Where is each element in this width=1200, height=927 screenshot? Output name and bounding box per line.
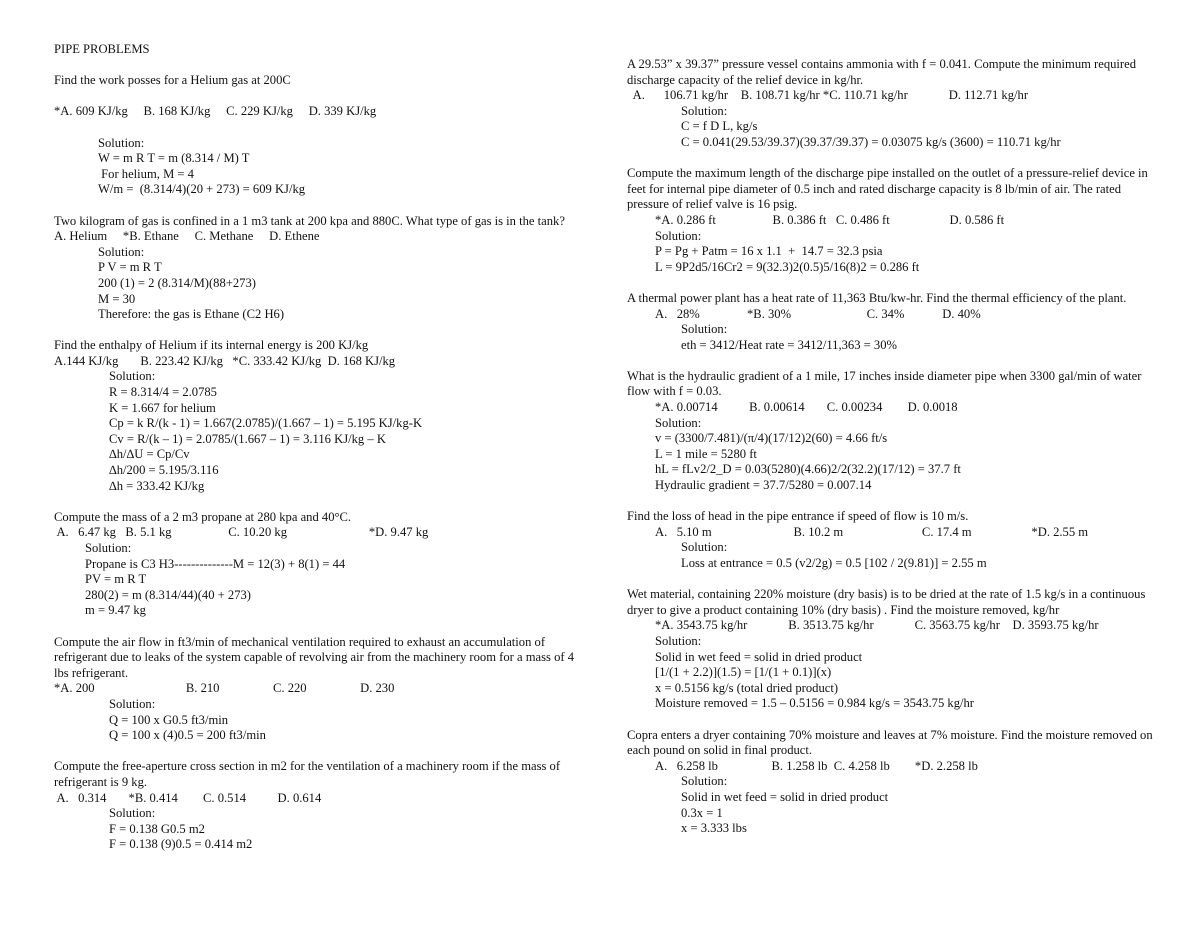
text-line: Solid in wet feed = solid in dried product [655,649,863,664]
text-line: ∆h = 333.42 KJ/kg [109,478,205,493]
text-line: F = 0.138 (9)0.5 = 0.414 m2 [109,837,253,852]
text-line: Hydraulic gradient = 37.7/5280 = 0.007.14 [655,478,872,493]
problem-text: Copra enters a dryer containing 70% moisture and leaves at 7% moisture. Find the moisture removed on each pound on solid in final product. [627,727,1153,758]
left-problem-block [54,759,574,853]
text-line: [1/(1 + 2.2)](1.5) = [1/(1 + 0.1)](x) [655,665,832,680]
right-problem-block [627,728,1157,837]
problem-text: Compute the air flow in ft3/min of mechanical ventilation required to exhaust an accumulation of refrigerant due to leaks of the system capable of revolving air from the machinery room for a mass of 4 lbs refrigerant. [54,634,575,680]
right-problem-block [627,587,1157,712]
solution-label: Solution: [655,415,702,430]
text-line: *A. 200 B. 210 C. 220 D. 230 [54,681,395,696]
text-line: Therefore: the gas is Ethane (C2 H6) [98,307,285,322]
solution-label: Solution: [109,369,156,384]
problem-text: Two kilogram of gas is confined in a 1 m3 tank at 200 kpa and 880C. What type of gas is in the tank? [54,213,565,228]
left-problem-block [54,42,574,58]
solution-label: Solution: [98,135,145,150]
solution-label: Solution: [681,103,728,118]
right-column [627,57,1157,852]
text-line: 0.3x = 1 [681,805,723,820]
text-line: P = Pg + Patm = 16 x 1.1 + 14.7 = 32.3 psia [655,244,883,259]
text-line: Solid in wet feed = solid in dried product [681,789,889,804]
text-line: R = 8.314/4 = 2.0785 [109,385,217,400]
text-line: L = 1 mile = 5280 ft [655,446,757,461]
problem-text: Find the work posses for a Helium gas at 200C [54,73,291,88]
solution-label: Solution: [681,540,728,555]
text-line: Q = 100 x (4)0.5 = 200 ft3/min [109,728,266,743]
problem-text: PIPE PROBLEMS [54,42,150,56]
text-line: A. 28% *B. 30% C. 34% D. 40% [655,306,981,321]
left-problem-block [54,104,574,120]
problem-text: Compute the free-aperture cross section in m2 for the ventilation of a machinery room if the mass of refrigerant is 9 kg. [54,759,561,789]
text-line: W = m R T = m (8.314 / M) T [98,151,250,166]
text-line: A.144 KJ/kg B. 223.42 KJ/kg *C. 333.42 KJ/kg D. 168 KJ/kg [54,353,396,368]
text-line: K = 1.667 for helium [109,400,216,415]
text-line: A. 5.10 m B. 10.2 m C. 17.4 m *D. 2.55 m [655,524,1089,539]
text-line: F = 0.138 G0.5 m2 [109,821,205,836]
solution-label: Solution: [98,244,145,259]
problem-text: Find the loss of head in the pipe entrance if speed of flow is 10 m/s. [627,509,969,524]
problem-text: Wet material, containing 220% moisture (dry basis) is to be dried at the rate of 1.5 kg/s in a continuous dryer to give a product containing 10% (dry basis) . Find the moisture removed, kg/hr [627,587,1146,617]
left-problem-block [54,214,574,323]
left-problem-block [54,136,574,198]
left-problem-block [54,338,574,494]
text-line: M = 30 [98,291,136,306]
text-line: 280(2) = m (8.314/44)(40 + 273) [85,587,252,602]
left-column [54,42,574,868]
text-line: L = 9P2d5/16Cr2 = 9(32.3)2(0.5)5/16(8)2 = 0.286 ft [655,259,920,274]
right-problem-block [627,369,1157,494]
text-line: PV = m R T [85,572,147,587]
problem-text: A thermal power plant has a heat rate of 11,363 Btu/kw-hr. Find the thermal efficiency of the plant. [627,290,1127,305]
text-line: A. 6.47 kg B. 5.1 kg C. 10.20 kg *D. 9.47 kg [54,525,429,540]
text-line: hL = fLv2/2_D = 0.03(5280)(4.66)2/2(32.2)(17/12) = 37.7 ft [655,462,961,477]
right-problem-block [627,57,1157,151]
text-line: x = 3.333 lbs [681,821,747,836]
right-problem-block [627,509,1157,571]
text-line: eth = 3412/Heat rate = 3412/11,363 = 30% [681,337,897,352]
left-problem-block [54,73,574,89]
text-line: A. Helium *B. Ethane C. Methane D. Ethene [54,229,320,244]
solution-label: Solution: [109,806,156,821]
problem-text: A 29.53” x 39.37” pressure vessel contains ammonia with f = 0.041. Compute the minimum required discharge capacity of the relief device in kg/hr. [627,57,1137,87]
text-line: ∆h/200 = 5.195/3.116 [109,463,219,478]
problem-text: Compute the maximum length of the discharge pipe installed on the outlet of a pressure-relief device in feet for internal pipe diameter of 0.5 inch and rated discharge capacity is 8 lb/min of air. The rated pressure of relief valve is 16 psig. [627,166,1148,212]
problem-text: Find the enthalpy of Helium if its internal energy is 200 KJ/kg [54,338,369,353]
text-line: A. 6.258 lb B. 1.258 lb C. 4.258 lb *D. 2.258 lb [655,758,978,773]
text-line: 200 (1) = 2 (8.314/M)(88+273) [98,275,256,290]
problem-text: *A. 609 KJ/kg B. 168 KJ/kg C. 229 KJ/kg D. 339 KJ/kg [54,104,377,119]
text-line: P V = m R T [98,260,162,275]
right-problem-block [627,291,1157,353]
text-line: *A. 3543.75 kg/hr B. 3513.75 kg/hr C. 3563.75 kg/hr D. 3593.75 kg/hr [655,618,1099,633]
problem-text: Compute the mass of a 2 m3 propane at 280 kpa and 40°C. [54,509,352,524]
text-line: C = f D L, kg/s [681,119,758,134]
right-problem-block [627,166,1157,275]
text-line: Loss at entrance = 0.5 (v2/2g) = 0.5 [102 / 2(9.81)] = 2.55 m [681,556,987,570]
solution-label: Solution: [655,228,702,243]
text-line: Cv = R/(k – 1) = 2.0785/(1.667 – 1) = 3.116 KJ/kg – K [109,431,386,446]
text-line: Moisture removed = 1.5 – 0.5156 = 0.984 kg/s = 3543.75 kg/hr [655,696,974,711]
solution-label: Solution: [109,696,156,711]
text-line: Q = 100 x G0.5 ft3/min [109,712,229,727]
text-line: W/m = (8.314/4)(20 + 273) = 609 KJ/kg [98,182,306,197]
left-problem-block [54,635,574,744]
text-line: A. 106.71 kg/hr B. 108.71 kg/hr *C. 110.71 kg/hr D. 112.71 kg/hr [627,88,1029,103]
left-problem-block [54,510,574,619]
text-line: *A. 0.286 ft B. 0.386 ft C. 0.486 ft D. 0.586 ft [655,212,1005,227]
problem-text: What is the hydraulic gradient of a 1 mile, 17 inches inside diameter pipe when 3300 gal/min of water flow with f = 0.03. [627,368,1142,399]
text-line: Propane is C3 H3--------------M = 12(3) + 8(1) = 44 [85,556,346,571]
text-line: *A. 0.00714 B. 0.00614 C. 0.00234 D. 0.0018 [655,400,958,415]
solution-label: Solution: [85,541,132,555]
text-line: m = 9.47 kg [85,603,146,618]
text-line: A. 0.314 *B. 0.414 C. 0.514 D. 0.614 [54,790,322,805]
text-line: ∆h/∆U = Cp/Cv [109,447,190,462]
solution-label: Solution: [681,774,728,789]
text-line: Cp = k R/(k - 1) = 1.667(2.0785)/(1.667 – 1) = 5.195 KJ/kg-K [109,416,423,431]
text-line: C = 0.041(29.53/39.37)(39.37/39.37) = 0.03075 kg/s (3600) = 110.71 kg/hr [681,134,1061,149]
text-line: x = 0.5156 kg/s (total dried product) [655,680,839,695]
solution-label: Solution: [655,633,702,648]
solution-label: Solution: [681,322,728,337]
text-line: For helium, M = 4 [98,166,194,181]
text-line: v = (3300/7.481)/(π/4)(17/12)2(60) = 4.66 ft/s [655,431,888,446]
